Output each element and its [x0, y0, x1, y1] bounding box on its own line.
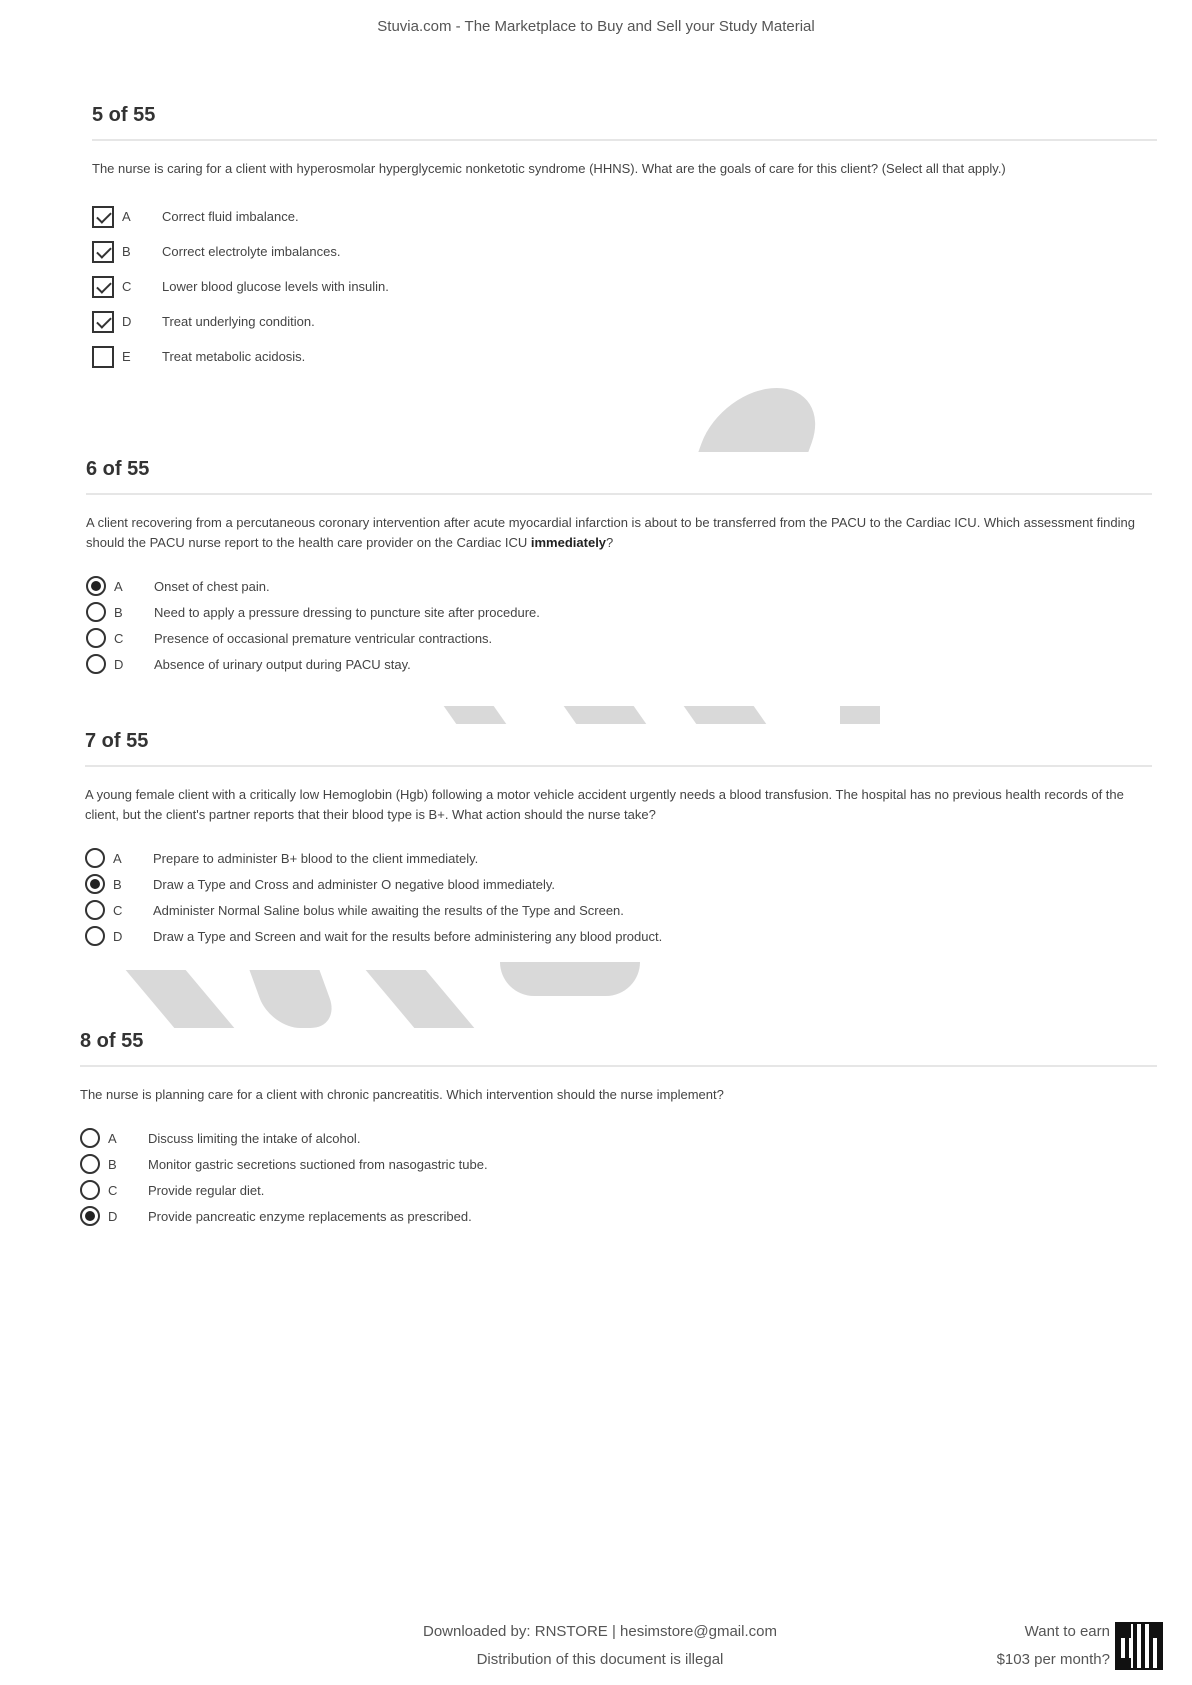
option-letter: D: [113, 928, 123, 944]
option-a[interactable]: [86, 573, 1152, 599]
question-number: 5 of 55: [92, 104, 156, 126]
option-letter: E: [122, 349, 131, 364]
option-letter: D: [108, 1208, 118, 1224]
option-text: Correct electrolyte imbalances.: [162, 244, 341, 259]
option-letter: A: [113, 850, 122, 866]
question-8: [80, 1030, 1157, 1229]
watermark-shape: [564, 706, 647, 724]
option-letter: C: [122, 279, 132, 294]
option-a[interactable]: [92, 199, 1157, 234]
option-letter: B: [108, 1156, 117, 1172]
radio-unselected[interactable]: [80, 1154, 100, 1174]
radio-selected[interactable]: [86, 576, 106, 596]
option-letter: A: [108, 1130, 117, 1146]
option-e[interactable]: [92, 339, 1157, 374]
watermark-shape: [698, 388, 831, 452]
radio-unselected[interactable]: [86, 628, 106, 648]
option-letter: D: [122, 314, 132, 329]
option-text: Provide regular diet.: [148, 1182, 265, 1198]
option-letter: B: [122, 244, 131, 259]
option-text: Draw a Type and Screen and wait for the results before administering any blood product.: [153, 928, 663, 944]
option-text: Onset of chest pain.: [154, 578, 270, 594]
distribution-text: Distribution of this document is illegal: [476, 1651, 724, 1668]
checkbox-checked[interactable]: [92, 276, 114, 298]
radio-unselected[interactable]: [80, 1128, 100, 1148]
option-b[interactable]: [92, 234, 1157, 269]
question-text: A client recovering from a percutaneous coronary intervention after acute myocardial infarction is about to be transferred from the PACU to the Cardiac ICU. Which assessment finding should the PACU nurse report to the health care provider on the Cardiac ICU immediately?: [86, 515, 1135, 550]
option-letter: C: [113, 902, 123, 918]
option-c[interactable]: [92, 269, 1157, 304]
question-number: 7 of 55: [85, 730, 149, 752]
radio-unselected[interactable]: [86, 602, 106, 622]
divider: [85, 765, 1152, 767]
watermark-shape: [444, 706, 507, 724]
watermark-shape: [249, 970, 340, 1028]
question-number: 8 of 55: [80, 1030, 144, 1052]
answer-options: [92, 199, 1157, 374]
watermark-shape: [684, 706, 767, 724]
option-text: Absence of urinary output during PACU stay.: [154, 656, 411, 672]
option-text: Draw a Type and Cross and administer O negative blood immediately.: [153, 876, 555, 892]
option-letter: A: [114, 578, 123, 594]
question-text: The nurse is caring for a client with hyperosmolar hyperglycemic nonketotic syndrome (HHNS). What are the goals of care for this client? (Select all that apply.): [92, 161, 1006, 176]
option-text: Lower blood glucose levels with insulin.: [162, 279, 389, 294]
option-c[interactable]: [80, 1177, 1157, 1203]
option-letter: A: [122, 209, 131, 224]
option-letter: C: [114, 630, 124, 646]
option-letter: B: [114, 604, 123, 620]
radio-unselected[interactable]: [85, 848, 105, 868]
question-text: A young female client with a critically low Hemoglobin (Hgb) following a motor vehicle accident urgently needs a blood transfusion. The hospital has no previous health records of the client, but the client's partner reports that their blood type is B+. What action should the nurse take?: [85, 787, 1124, 822]
option-text: Treat metabolic acidosis.: [162, 349, 306, 364]
option-d[interactable]: [92, 304, 1157, 339]
option-text: Provide pancreatic enzyme replacements as prescribed.: [148, 1208, 472, 1224]
option-letter: D: [114, 656, 124, 672]
watermark-shape: [366, 970, 475, 1028]
option-text: Monitor gastric secretions suctioned from nasogastric tube.: [148, 1156, 488, 1172]
watermark-shape: [500, 962, 640, 996]
question-7: [85, 730, 1152, 949]
option-d[interactable]: [86, 651, 1152, 677]
option-b[interactable]: [86, 599, 1152, 625]
radio-selected[interactable]: [85, 874, 105, 894]
divider: [92, 139, 1157, 141]
option-b[interactable]: [80, 1151, 1157, 1177]
checkbox-unchecked[interactable]: [92, 346, 114, 368]
option-b[interactable]: [85, 871, 1152, 897]
option-d[interactable]: [85, 923, 1152, 949]
checkbox-checked[interactable]: [92, 311, 114, 333]
divider: [86, 493, 1152, 495]
option-c[interactable]: [85, 897, 1152, 923]
checkbox-checked[interactable]: [92, 241, 114, 263]
radio-unselected[interactable]: [85, 926, 105, 946]
page-header: Stuvia.com - The Marketplace to Buy and Sell your Study Material: [377, 18, 815, 35]
option-letter: B: [113, 876, 122, 892]
question-number: 6 of 55: [86, 458, 150, 480]
answer-options: [80, 1125, 1157, 1229]
radio-unselected[interactable]: [85, 900, 105, 920]
divider: [80, 1065, 1157, 1067]
watermark-shape: [840, 706, 880, 724]
option-a[interactable]: [80, 1125, 1157, 1151]
option-letter: C: [108, 1182, 118, 1198]
option-c[interactable]: [86, 625, 1152, 651]
option-text: Presence of occasional premature ventricular contractions.: [154, 630, 493, 646]
emphasis-text: immediately: [530, 535, 607, 550]
question-5: [92, 104, 1157, 374]
downloaded-by-text: Downloaded by: RNSTORE | hesimstore@gmail.com: [423, 1623, 777, 1640]
earn-text-line2: $103 per month?: [996, 1651, 1110, 1668]
earn-promo[interactable]: [960, 1618, 1110, 1674]
option-a[interactable]: [85, 845, 1152, 871]
question-text: The nurse is planning care for a client with chronic pancreatitis. Which intervention should the nurse implement?: [80, 1087, 724, 1102]
question-6: [86, 458, 1152, 677]
earn-text-line1: Want to earn: [1024, 1623, 1110, 1640]
option-text: Prepare to administer B+ blood to the client immediately.: [153, 850, 479, 866]
answer-options: [86, 573, 1152, 677]
radio-unselected[interactable]: [86, 654, 106, 674]
option-text: Discuss limiting the intake of alcohol.: [148, 1130, 361, 1146]
option-d[interactable]: [80, 1203, 1157, 1229]
radio-unselected[interactable]: [80, 1180, 100, 1200]
answer-options: [85, 845, 1152, 949]
radio-selected[interactable]: [80, 1206, 100, 1226]
option-text: Treat underlying condition.: [162, 314, 315, 329]
checkbox-checked[interactable]: [92, 206, 114, 228]
option-text: Correct fluid imbalance.: [162, 209, 299, 224]
option-text: Need to apply a pressure dressing to puncture site after procedure.: [154, 604, 540, 620]
watermark-shape: [126, 970, 235, 1028]
qr-code-icon[interactable]: [1115, 1622, 1163, 1670]
footer-notice: [380, 1618, 820, 1674]
option-text: Administer Normal Saline bolus while awaiting the results of the Type and Screen.: [153, 902, 624, 918]
